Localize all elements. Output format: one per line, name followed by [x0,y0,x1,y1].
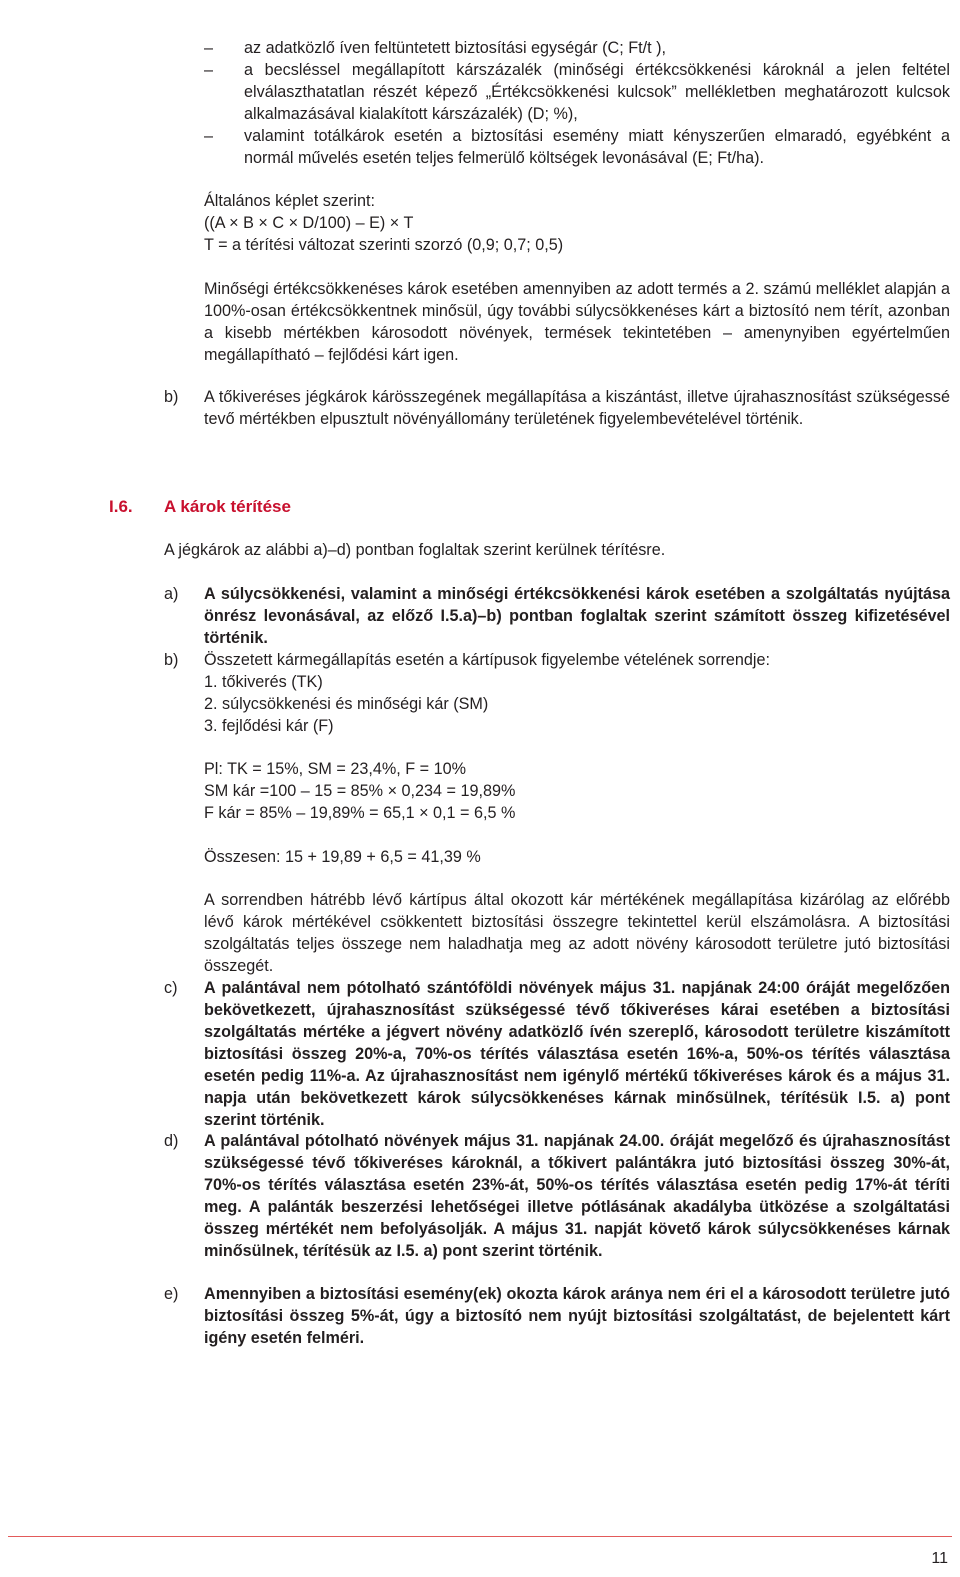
list-text: A palántával pótolható növények május 31. napjának 24.00. óráját megelőző és újrahasznosítást szükségessé tévő tőkiveréses károknál, a tőkivert palántákra jutó biztosítási összeg 30%-át, 70%-os térítés választása esetén 23%-át, 50%-os térítés választása esetén pedig 17%-át téríti meg. A palánták beszerzési lehetőségei illetve pótlásának akadályba ütközése a szolgáltatási összeg mértékét nem befolyásolják. A május 31. napját követő károk súlycsökkenéses kárnak minősülnek, térítésük az I.5. a) pont szerint történik. [204,1132,950,1260]
order-item: 2. súlycsökkenési és minőségi kár (SM) [204,695,489,713]
footer-divider [8,1536,952,1537]
section-intro: A jégkárok az alábbi a)–d) pontban foglaltak szerint kerülnek térítésre. [164,541,666,559]
formula-intro: Általános képlet szerint: [204,192,375,210]
list-item-d [164,1130,950,1262]
example-total: Összesen: 15 + 19,89 + 6,5 = 41,39 % [204,848,481,866]
list-label: a) [164,585,179,603]
list-item-e [164,1283,950,1349]
formula-definition: T = a térítési változat szerinti szorzó (0,9; 0,7; 0,5) [204,236,564,254]
section-title: A károk térítése [164,497,291,516]
quality-paragraph: Minőségi értékcsökkenéses károk esetében amennyiben az adott termés a 2. számú melléklet alapján a 100%-osan értékcsökkentnek minősül, úgy további súlycsökkenéses kárt a biztosító nem térít, azonban a kisebb mértékben károsodott növények, termések tekintetében – amenynyiben egyértelműen megállapítható – fejlődési kárt igen. [204,280,950,364]
list-text: A palántával nem pótolható szántóföldi növények május 31. napjának 24:00 óráját megelőzően bekövetkezett, újrahasznosítást szükségessé tévő tőkiveréses kárai esetében a biztosítási szolgáltatás mértéke a jégvert növény adatközlő ívén szereplő, károsodott területre kiszámított biztosítási összeg 20%-a, 70%-os térítés választása esetén 16%-a, 50%-os térítés választása esetén pedig 11%-a. Az újrahasznosítást nem igénylő mértékű tőkiveréses károk és a május 31. napja után bekövetkezett károk súlycsökkenéses kárnak minősülnek, térítésük I.5. a) pont szerint történik. [204,979,950,1129]
formula-block [204,190,950,256]
dash-list-item [204,59,950,125]
example-line: Pl: TK = 15%, SM = 23,4%, F = 10% [204,760,466,778]
list-label: c) [164,979,178,997]
list-item-a [164,583,950,649]
page-number: 11 [931,1550,948,1567]
example-line: SM kár =100 – 15 = 85% × 0,234 = 19,89% [204,782,516,800]
dash-bullet: – [204,61,214,79]
dash-item-text: valamint totálkárok esetén a biztosítási esemény miatt kényszerűen elmaradó, egyébként a normál művelés esetén teljes felmerülő költségek levonásával (E; Ft/ha). [244,127,950,167]
dash-item-text: az adatközlő íven feltüntetett biztosítási egységár (C; Ft/t ), [244,39,666,57]
dash-bullet: – [204,127,214,145]
dash-list-item [204,125,950,169]
order-item: 1. tőkiverés (TK) [204,673,323,691]
list-label: b) [164,388,179,406]
formula-expression: ((A × B × C × D/100) – E) × T [204,214,414,232]
list-item-b-top [164,386,950,430]
list-text: A súlycsökkenési, valamint a minőségi értékcsökkenési károk esetében a szolgáltatás nyújtása önrész levonásával, az előző I.5.a)–b) pontban foglaltak szerint számított összeg kifizetésével történik. [204,585,950,647]
example-calculation [204,758,950,824]
list-label: b) [164,651,179,669]
dash-bullet: – [204,39,214,57]
list-text: Összetett kármegállapítás esetén a kártípusok figyelembe vételének sorrendje: [204,651,770,669]
list-item-c [164,977,950,1131]
dash-item-text: a becsléssel megállapított kárszázalék (minőségi értékcsökkenési károknál a jelen feltétel elválaszthatatlan részét képező „Értékcsökkenési kulcsok” mellékletben meghatározott kulcsok alkalmazásával kialakított kárszázalék) (D; %), [244,61,950,123]
section-number: I.6. [109,497,133,516]
order-note: A sorrendben hátrébb lévő kártípus által okozott kár mértékének megállapítása kizárólag az előrébb lévő károk mértékével csökkentett biztosítási összegre tekintettel kerül elszámolásra. A biztosítási szolgáltatás teljes összege nem haladhatja meg az adott növény károsodott területre jutó biztosítási összegét. [204,891,950,975]
list-text: A tőkiveréses jégkárok kárösszegének megállapítása a kiszántást, illetve újrahasznosítást szükségessé tevő mértékben elpusztult növényállomány területének figyelembevételével történik. [204,388,950,428]
list-label: e) [164,1285,179,1303]
list-label: d) [164,1132,179,1150]
order-item: 3. fejlődési kár (F) [204,717,334,735]
dash-list-item [204,37,950,59]
list-item-b [164,649,950,737]
example-line: F kár = 85% – 19,89% = 65,1 × 0,1 = 6,5 % [204,804,516,822]
list-text: Amennyiben a biztosítási esemény(ek) okozta károk aránya nem éri el a károsodott területre jutó biztosítási összeg 5%-át, úgy a biztosító nem nyújt biztosítási szolgáltatást, de bejelentett kárt igény esetén felméri. [204,1285,950,1347]
